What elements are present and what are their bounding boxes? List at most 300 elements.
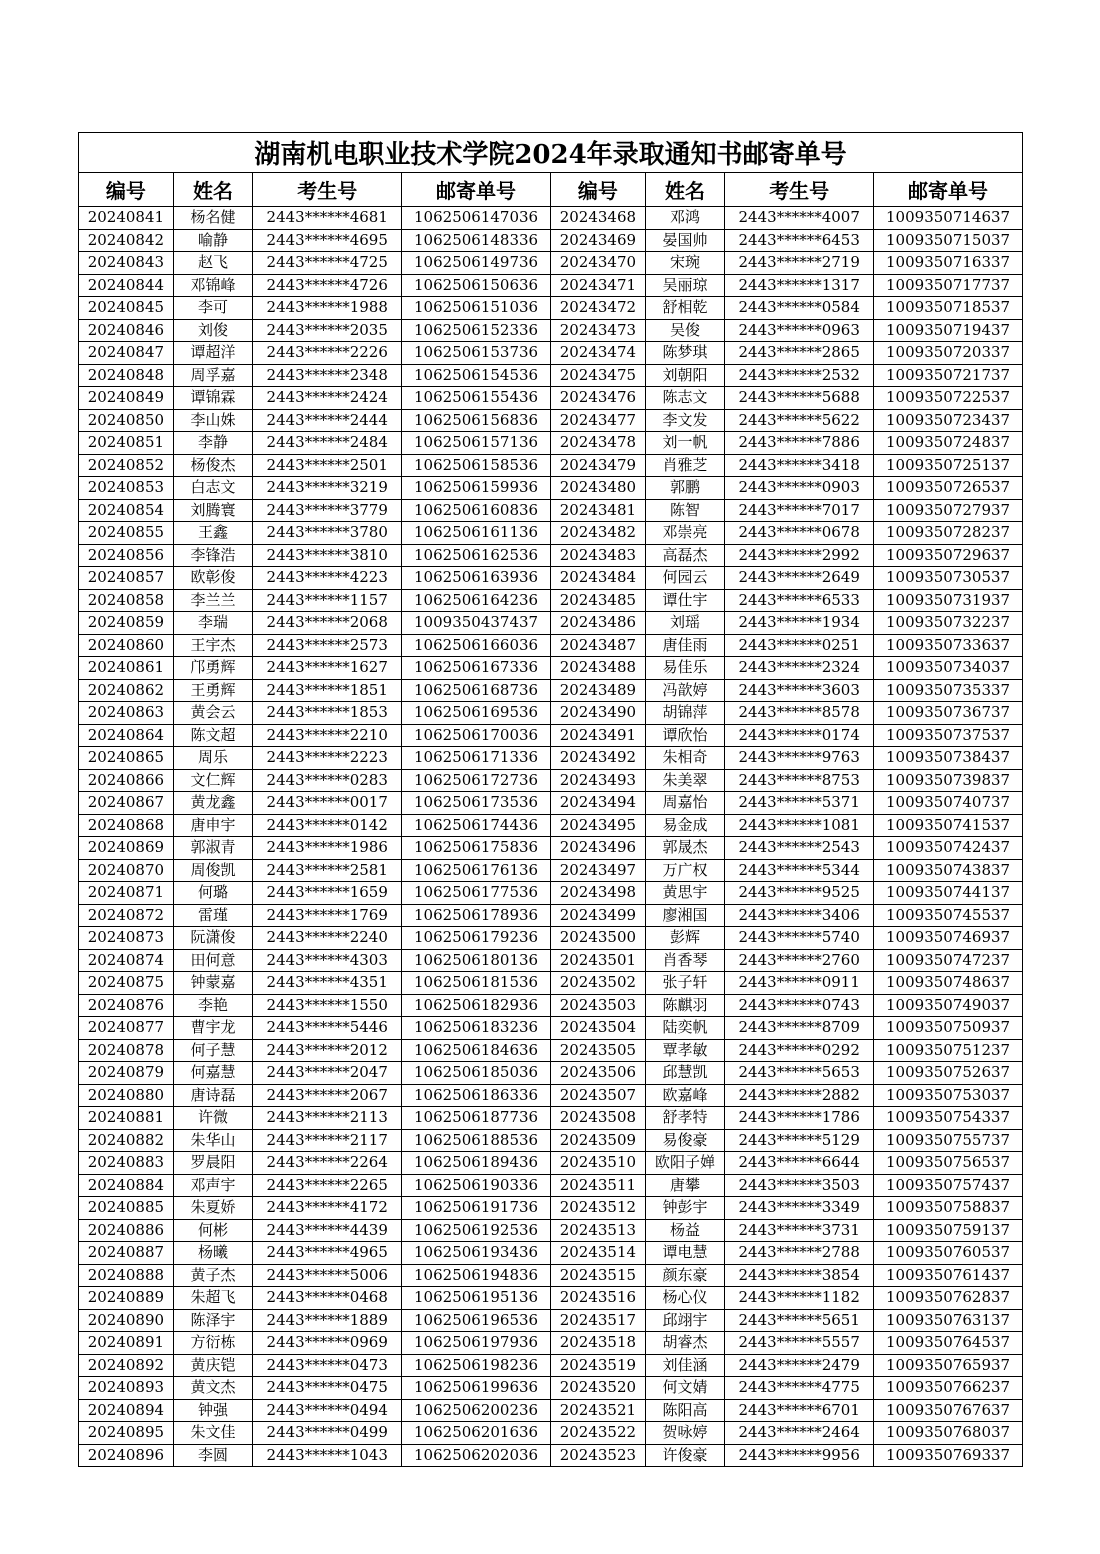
cell-tracking-no: 1062506188536 [402, 1129, 551, 1152]
table-row [79, 1399, 1023, 1422]
cell-exam-no: 2443******0142 [253, 814, 402, 837]
cell-tracking-no: 1062506194836 [402, 1264, 551, 1287]
cell-serial-no: 20240852 [79, 454, 174, 477]
cell-exam-no: 2443******0499 [253, 1422, 402, 1445]
cell-serial-no: 20240894 [79, 1399, 174, 1422]
header-serial-no: 编号 [79, 173, 174, 207]
cell-name: 李可 [173, 297, 253, 320]
cell-name-2: 吴丽琼 [645, 274, 725, 297]
cell-exam-no: 2443******4172 [253, 1197, 402, 1220]
cell-name-2: 黄思宇 [645, 882, 725, 905]
cell-serial-no-2: 20243516 [550, 1287, 645, 1310]
cell-serial-no-2: 20243468 [550, 207, 645, 230]
table-row [79, 252, 1023, 275]
cell-tracking-no: 1062506202036 [402, 1444, 551, 1467]
cell-name: 钟强 [173, 1399, 253, 1422]
cell-name-2: 陈阳高 [645, 1399, 725, 1422]
cell-tracking-no: 1062506184636 [402, 1039, 551, 1062]
cell-exam-no: 2443******0017 [253, 792, 402, 815]
cell-tracking-no-2: 1009350767637 [874, 1399, 1023, 1422]
cell-serial-no: 20240866 [79, 769, 174, 792]
cell-serial-no-2: 20243521 [550, 1399, 645, 1422]
cell-serial-no: 20240881 [79, 1107, 174, 1130]
cell-name: 罗晨阳 [173, 1152, 253, 1175]
table-row [79, 792, 1023, 815]
cell-exam-no: 2443******4725 [253, 252, 402, 275]
cell-exam-no-2: 2443******0251 [725, 634, 874, 657]
cell-tracking-no-2: 1009350732237 [874, 612, 1023, 635]
cell-exam-no-2: 2443******2882 [725, 1084, 874, 1107]
cell-name: 郭淑青 [173, 837, 253, 860]
cell-name: 许微 [173, 1107, 253, 1130]
cell-name: 李静 [173, 432, 253, 455]
cell-name: 朱夏娇 [173, 1197, 253, 1220]
cell-name-2: 陈志文 [645, 387, 725, 410]
cell-serial-no-2: 20243487 [550, 634, 645, 657]
cell-serial-no: 20240849 [79, 387, 174, 410]
cell-serial-no-2: 20243495 [550, 814, 645, 837]
cell-exam-no-2: 2443******3603 [725, 679, 874, 702]
cell-serial-no-2: 20243500 [550, 927, 645, 950]
table-row [79, 477, 1023, 500]
cell-exam-no: 2443******2240 [253, 927, 402, 950]
cell-serial-no-2: 20243514 [550, 1242, 645, 1265]
header-row [79, 173, 1023, 207]
cell-exam-no: 2443******4681 [253, 207, 402, 230]
cell-tracking-no-2: 1009350762837 [874, 1287, 1023, 1310]
cell-name-2: 郭晟杰 [645, 837, 725, 860]
cell-exam-no: 2443******4223 [253, 567, 402, 590]
admission-mailing-table [78, 132, 1023, 1467]
cell-serial-no: 20240861 [79, 657, 174, 680]
cell-serial-no-2: 20243520 [550, 1377, 645, 1400]
cell-tracking-no: 1062506150636 [402, 274, 551, 297]
cell-name-2: 李文发 [645, 409, 725, 432]
table-row [79, 499, 1023, 522]
cell-tracking-no: 1062506193436 [402, 1242, 551, 1265]
cell-exam-no: 2443******1853 [253, 702, 402, 725]
cell-tracking-no-2: 1009350722537 [874, 387, 1023, 410]
cell-serial-no: 20240896 [79, 1444, 174, 1467]
header-exam-no-2: 考生号 [725, 173, 874, 207]
table-row [79, 657, 1023, 680]
cell-exam-no: 2443******2035 [253, 319, 402, 342]
cell-tracking-no-2: 1009350754337 [874, 1107, 1023, 1130]
cell-exam-no: 2443******4695 [253, 229, 402, 252]
cell-name: 谭锦霖 [173, 387, 253, 410]
cell-name-2: 刘佳涵 [645, 1354, 725, 1377]
cell-name-2: 舒相乾 [645, 297, 725, 320]
cell-exam-no: 2443******0475 [253, 1377, 402, 1400]
cell-tracking-no-2: 1009350758837 [874, 1197, 1023, 1220]
cell-name: 杨名健 [173, 207, 253, 230]
cell-name-2: 张子轩 [645, 972, 725, 995]
cell-tracking-no: 1062506156836 [402, 409, 551, 432]
cell-exam-no-2: 2443******6453 [725, 229, 874, 252]
cell-tracking-no: 1062506174436 [402, 814, 551, 837]
cell-exam-no-2: 2443******1317 [725, 274, 874, 297]
cell-exam-no-2: 2443******4007 [725, 207, 874, 230]
cell-name-2: 舒孝特 [645, 1107, 725, 1130]
cell-exam-no-2: 2443******5129 [725, 1129, 874, 1152]
cell-exam-no-2: 2443******0911 [725, 972, 874, 995]
cell-tracking-no-2: 1009350737537 [874, 724, 1023, 747]
cell-serial-no-2: 20243475 [550, 364, 645, 387]
cell-name-2: 吴俊 [645, 319, 725, 342]
cell-serial-no-2: 20243480 [550, 477, 645, 500]
cell-tracking-no: 1062506185036 [402, 1062, 551, 1085]
cell-exam-no: 2443******1889 [253, 1309, 402, 1332]
cell-tracking-no-2: 1009350733637 [874, 634, 1023, 657]
cell-name-2: 朱相奇 [645, 747, 725, 770]
cell-tracking-no: 1062506159936 [402, 477, 551, 500]
cell-exam-no: 2443******2424 [253, 387, 402, 410]
table-row [79, 634, 1023, 657]
cell-name: 何子慧 [173, 1039, 253, 1062]
cell-serial-no-2: 20243503 [550, 994, 645, 1017]
cell-serial-no: 20240860 [79, 634, 174, 657]
cell-tracking-no-2: 1009350723437 [874, 409, 1023, 432]
cell-serial-no: 20240890 [79, 1309, 174, 1332]
cell-exam-no-2: 2443******2324 [725, 657, 874, 680]
cell-tracking-no: 1062506153736 [402, 342, 551, 365]
table-row [79, 837, 1023, 860]
cell-serial-no: 20240859 [79, 612, 174, 635]
cell-serial-no: 20240865 [79, 747, 174, 770]
cell-name-2: 谭欣怡 [645, 724, 725, 747]
cell-serial-no-2: 20243482 [550, 522, 645, 545]
cell-exam-no: 2443******0468 [253, 1287, 402, 1310]
cell-exam-no-2: 2443******3854 [725, 1264, 874, 1287]
table-row [79, 1242, 1023, 1265]
cell-name: 王鑫 [173, 522, 253, 545]
cell-serial-no: 20240888 [79, 1264, 174, 1287]
cell-tracking-no: 1062506199636 [402, 1377, 551, 1400]
cell-tracking-no-2: 1009350738437 [874, 747, 1023, 770]
cell-name: 邝勇辉 [173, 657, 253, 680]
table-row [79, 207, 1023, 230]
cell-exam-no-2: 2443******0174 [725, 724, 874, 747]
header-name: 姓名 [173, 173, 253, 207]
cell-serial-no-2: 20243477 [550, 409, 645, 432]
cell-exam-no-2: 2443******5740 [725, 927, 874, 950]
table-row [79, 702, 1023, 725]
cell-name-2: 肖雅芝 [645, 454, 725, 477]
cell-tracking-no: 1062506171336 [402, 747, 551, 770]
cell-tracking-no: 1062506186336 [402, 1084, 551, 1107]
cell-exam-no-2: 2443******2649 [725, 567, 874, 590]
cell-serial-no-2: 20243505 [550, 1039, 645, 1062]
cell-exam-no-2: 2443******2760 [725, 949, 874, 972]
cell-serial-no-2: 20243489 [550, 679, 645, 702]
cell-exam-no-2: 2443******0743 [725, 994, 874, 1017]
cell-name: 白志文 [173, 477, 253, 500]
cell-serial-no: 20240892 [79, 1354, 174, 1377]
cell-name: 谭超洋 [173, 342, 253, 365]
cell-tracking-no-2: 1009350730537 [874, 567, 1023, 590]
cell-serial-no: 20240879 [79, 1062, 174, 1085]
cell-tracking-no-2: 1009350745537 [874, 904, 1023, 927]
cell-serial-no-2: 20243497 [550, 859, 645, 882]
cell-tracking-no: 1062506192536 [402, 1219, 551, 1242]
cell-exam-no-2: 2443******2992 [725, 544, 874, 567]
cell-tracking-no: 1062506200236 [402, 1399, 551, 1422]
cell-exam-no: 2443******1043 [253, 1444, 402, 1467]
cell-tracking-no-2: 1009350750937 [874, 1017, 1023, 1040]
cell-name-2: 高磊杰 [645, 544, 725, 567]
cell-serial-no: 20240863 [79, 702, 174, 725]
cell-serial-no: 20240878 [79, 1039, 174, 1062]
cell-serial-no: 20240855 [79, 522, 174, 545]
table-row [79, 1309, 1023, 1332]
cell-tracking-no-2: 1009350739837 [874, 769, 1023, 792]
cell-tracking-no: 1062506151036 [402, 297, 551, 320]
cell-name: 李艳 [173, 994, 253, 1017]
table-row [79, 949, 1023, 972]
table-row [79, 1107, 1023, 1130]
cell-exam-no: 2443******2501 [253, 454, 402, 477]
cell-serial-no-2: 20243473 [550, 319, 645, 342]
cell-tracking-no: 1062506175836 [402, 837, 551, 860]
cell-tracking-no: 1062506158536 [402, 454, 551, 477]
cell-exam-no-2: 2443******5344 [725, 859, 874, 882]
table-row [79, 859, 1023, 882]
cell-exam-no: 2443******2348 [253, 364, 402, 387]
cell-exam-no: 2443******0494 [253, 1399, 402, 1422]
cell-serial-no: 20240845 [79, 297, 174, 320]
cell-tracking-no: 1062506170036 [402, 724, 551, 747]
cell-exam-no: 2443******2068 [253, 612, 402, 635]
cell-tracking-no-2: 1009350740737 [874, 792, 1023, 815]
cell-tracking-no-2: 1009350742437 [874, 837, 1023, 860]
cell-name-2: 邓崇亮 [645, 522, 725, 545]
table-row [79, 679, 1023, 702]
cell-name: 王宇杰 [173, 634, 253, 657]
cell-tracking-no: 1009350437437 [402, 612, 551, 635]
cell-name: 李山姝 [173, 409, 253, 432]
cell-tracking-no-2: 1009350719437 [874, 319, 1023, 342]
cell-tracking-no: 1062506163936 [402, 567, 551, 590]
cell-exam-no: 2443******2113 [253, 1107, 402, 1130]
cell-tracking-no-2: 1009350760537 [874, 1242, 1023, 1265]
cell-tracking-no-2: 1009350747237 [874, 949, 1023, 972]
cell-serial-no: 20240876 [79, 994, 174, 1017]
cell-name-2: 刘一帆 [645, 432, 725, 455]
cell-tracking-no-2: 1009350716337 [874, 252, 1023, 275]
cell-tracking-no-2: 1009350764537 [874, 1332, 1023, 1355]
cell-serial-no-2: 20243508 [550, 1107, 645, 1130]
cell-exam-no: 2443******2117 [253, 1129, 402, 1152]
cell-name-2: 颜东豪 [645, 1264, 725, 1287]
cell-tracking-no-2: 1009350749037 [874, 994, 1023, 1017]
cell-serial-no: 20240870 [79, 859, 174, 882]
cell-exam-no-2: 2443******3349 [725, 1197, 874, 1220]
cell-serial-no: 20240882 [79, 1129, 174, 1152]
cell-serial-no-2: 20243476 [550, 387, 645, 410]
table-row [79, 1129, 1023, 1152]
cell-exam-no-2: 2443******0903 [725, 477, 874, 500]
cell-name-2: 钟彭宇 [645, 1197, 725, 1220]
cell-name-2: 欧阳子婵 [645, 1152, 725, 1175]
header-exam-no: 考生号 [253, 173, 402, 207]
cell-tracking-no: 1062506167336 [402, 657, 551, 680]
cell-name: 周俊凯 [173, 859, 253, 882]
cell-exam-no-2: 2443******7017 [725, 499, 874, 522]
cell-tracking-no-2: 1009350717737 [874, 274, 1023, 297]
table-row [79, 1444, 1023, 1467]
cell-serial-no-2: 20243499 [550, 904, 645, 927]
cell-tracking-no: 1062506179236 [402, 927, 551, 950]
cell-name-2: 朱美翠 [645, 769, 725, 792]
cell-tracking-no: 1062506197936 [402, 1332, 551, 1355]
cell-exam-no: 2443******1769 [253, 904, 402, 927]
cell-name-2: 何园云 [645, 567, 725, 590]
table-row [79, 229, 1023, 252]
cell-exam-no: 2443******3780 [253, 522, 402, 545]
cell-serial-no-2: 20243501 [550, 949, 645, 972]
cell-serial-no-2: 20243498 [550, 882, 645, 905]
header-tracking-no-2: 邮寄单号 [874, 173, 1023, 207]
cell-serial-no-2: 20243507 [550, 1084, 645, 1107]
cell-tracking-no: 1062506164236 [402, 589, 551, 612]
cell-exam-no-2: 2443******9763 [725, 747, 874, 770]
cell-name: 杨俊杰 [173, 454, 253, 477]
cell-serial-no-2: 20243488 [550, 657, 645, 680]
cell-tracking-no-2: 1009350757437 [874, 1174, 1023, 1197]
cell-tracking-no: 1062506182936 [402, 994, 551, 1017]
cell-tracking-no: 1062506176136 [402, 859, 551, 882]
table-row [79, 567, 1023, 590]
cell-name: 朱华山 [173, 1129, 253, 1152]
table-row [79, 1017, 1023, 1040]
table-row [79, 297, 1023, 320]
cell-serial-no: 20240886 [79, 1219, 174, 1242]
cell-exam-no-2: 2443******8753 [725, 769, 874, 792]
cell-tracking-no-2: 1009350731937 [874, 589, 1023, 612]
cell-serial-no: 20240893 [79, 1377, 174, 1400]
cell-tracking-no: 1062506161136 [402, 522, 551, 545]
cell-serial-no: 20240874 [79, 949, 174, 972]
cell-name: 黄会云 [173, 702, 253, 725]
cell-serial-no-2: 20243478 [550, 432, 645, 455]
cell-name-2: 欧嘉峰 [645, 1084, 725, 1107]
cell-tracking-no: 1062506152336 [402, 319, 551, 342]
table-row [79, 589, 1023, 612]
cell-exam-no-2: 2443******3503 [725, 1174, 874, 1197]
table-row [79, 814, 1023, 837]
cell-exam-no-2: 2443******5371 [725, 792, 874, 815]
cell-tracking-no: 1062506172736 [402, 769, 551, 792]
cell-name-2: 易佳乐 [645, 657, 725, 680]
table-row [79, 1354, 1023, 1377]
cell-tracking-no-2: 1009350728237 [874, 522, 1023, 545]
cell-tracking-no: 1062506157136 [402, 432, 551, 455]
cell-exam-no: 2443******0969 [253, 1332, 402, 1355]
cell-serial-no: 20240871 [79, 882, 174, 905]
cell-name: 陈泽宇 [173, 1309, 253, 1332]
cell-name-2: 谭仕宇 [645, 589, 725, 612]
cell-serial-no: 20240877 [79, 1017, 174, 1040]
cell-name-2: 周嘉怡 [645, 792, 725, 815]
cell-name: 何嘉慧 [173, 1062, 253, 1085]
cell-serial-no-2: 20243486 [550, 612, 645, 635]
cell-tracking-no-2: 1009350748637 [874, 972, 1023, 995]
cell-exam-no-2: 2443******1934 [725, 612, 874, 635]
cell-tracking-no-2: 1009350727937 [874, 499, 1023, 522]
cell-name: 欧彰俊 [173, 567, 253, 590]
cell-serial-no-2: 20243512 [550, 1197, 645, 1220]
cell-name: 周乐 [173, 747, 253, 770]
cell-name: 方衍栋 [173, 1332, 253, 1355]
cell-tracking-no: 1062506191736 [402, 1197, 551, 1220]
cell-serial-no-2: 20243515 [550, 1264, 645, 1287]
cell-tracking-no-2: 1009350741537 [874, 814, 1023, 837]
table-row [79, 1039, 1023, 1062]
cell-name: 钟蒙嘉 [173, 972, 253, 995]
cell-serial-no-2: 20243481 [550, 499, 645, 522]
cell-serial-no-2: 20243490 [550, 702, 645, 725]
cell-tracking-no: 1062506173536 [402, 792, 551, 815]
cell-serial-no: 20240875 [79, 972, 174, 995]
cell-name-2: 彭辉 [645, 927, 725, 950]
table-row [79, 1084, 1023, 1107]
cell-name-2: 肖香琴 [645, 949, 725, 972]
cell-exam-no: 2443******2067 [253, 1084, 402, 1107]
cell-exam-no: 2443******0283 [253, 769, 402, 792]
table-row [79, 882, 1023, 905]
cell-exam-no-2: 2443******3418 [725, 454, 874, 477]
cell-name: 李锋浩 [173, 544, 253, 567]
cell-serial-no-2: 20243472 [550, 297, 645, 320]
cell-serial-no-2: 20243509 [550, 1129, 645, 1152]
cell-name: 邓锦峰 [173, 274, 253, 297]
cell-exam-no-2: 2443******2865 [725, 342, 874, 365]
cell-name: 阮潇俊 [173, 927, 253, 950]
cell-tracking-no: 1062506187736 [402, 1107, 551, 1130]
cell-tracking-no-2: 1009350751237 [874, 1039, 1023, 1062]
cell-exam-no-2: 2443******5622 [725, 409, 874, 432]
cell-serial-no: 20240869 [79, 837, 174, 860]
cell-exam-no-2: 2443******9525 [725, 882, 874, 905]
cell-exam-no-2: 2443******8578 [725, 702, 874, 725]
cell-name: 周孚嘉 [173, 364, 253, 387]
cell-name-2: 易金成 [645, 814, 725, 837]
cell-tracking-no-2: 1009350718537 [874, 297, 1023, 320]
cell-serial-no: 20240847 [79, 342, 174, 365]
cell-exam-no-2: 2443******5653 [725, 1062, 874, 1085]
cell-name: 田何意 [173, 949, 253, 972]
cell-tracking-no-2: 1009350735337 [874, 679, 1023, 702]
cell-tracking-no: 1062506148336 [402, 229, 551, 252]
cell-tracking-no: 1062506177536 [402, 882, 551, 905]
cell-serial-no-2: 20243510 [550, 1152, 645, 1175]
cell-serial-no: 20240857 [79, 567, 174, 590]
cell-exam-no-2: 2443******0584 [725, 297, 874, 320]
table-row [79, 342, 1023, 365]
cell-tracking-no: 1062506169536 [402, 702, 551, 725]
cell-name: 王勇辉 [173, 679, 253, 702]
cell-serial-no-2: 20243479 [550, 454, 645, 477]
cell-tracking-no-2: 1009350744137 [874, 882, 1023, 905]
table-row [79, 274, 1023, 297]
cell-name-2: 廖湘国 [645, 904, 725, 927]
cell-exam-no: 2443******2444 [253, 409, 402, 432]
cell-name-2: 胡锦萍 [645, 702, 725, 725]
table-row [79, 994, 1023, 1017]
cell-exam-no: 2443******4303 [253, 949, 402, 972]
cell-serial-no-2: 20243506 [550, 1062, 645, 1085]
cell-exam-no: 2443******1986 [253, 837, 402, 860]
